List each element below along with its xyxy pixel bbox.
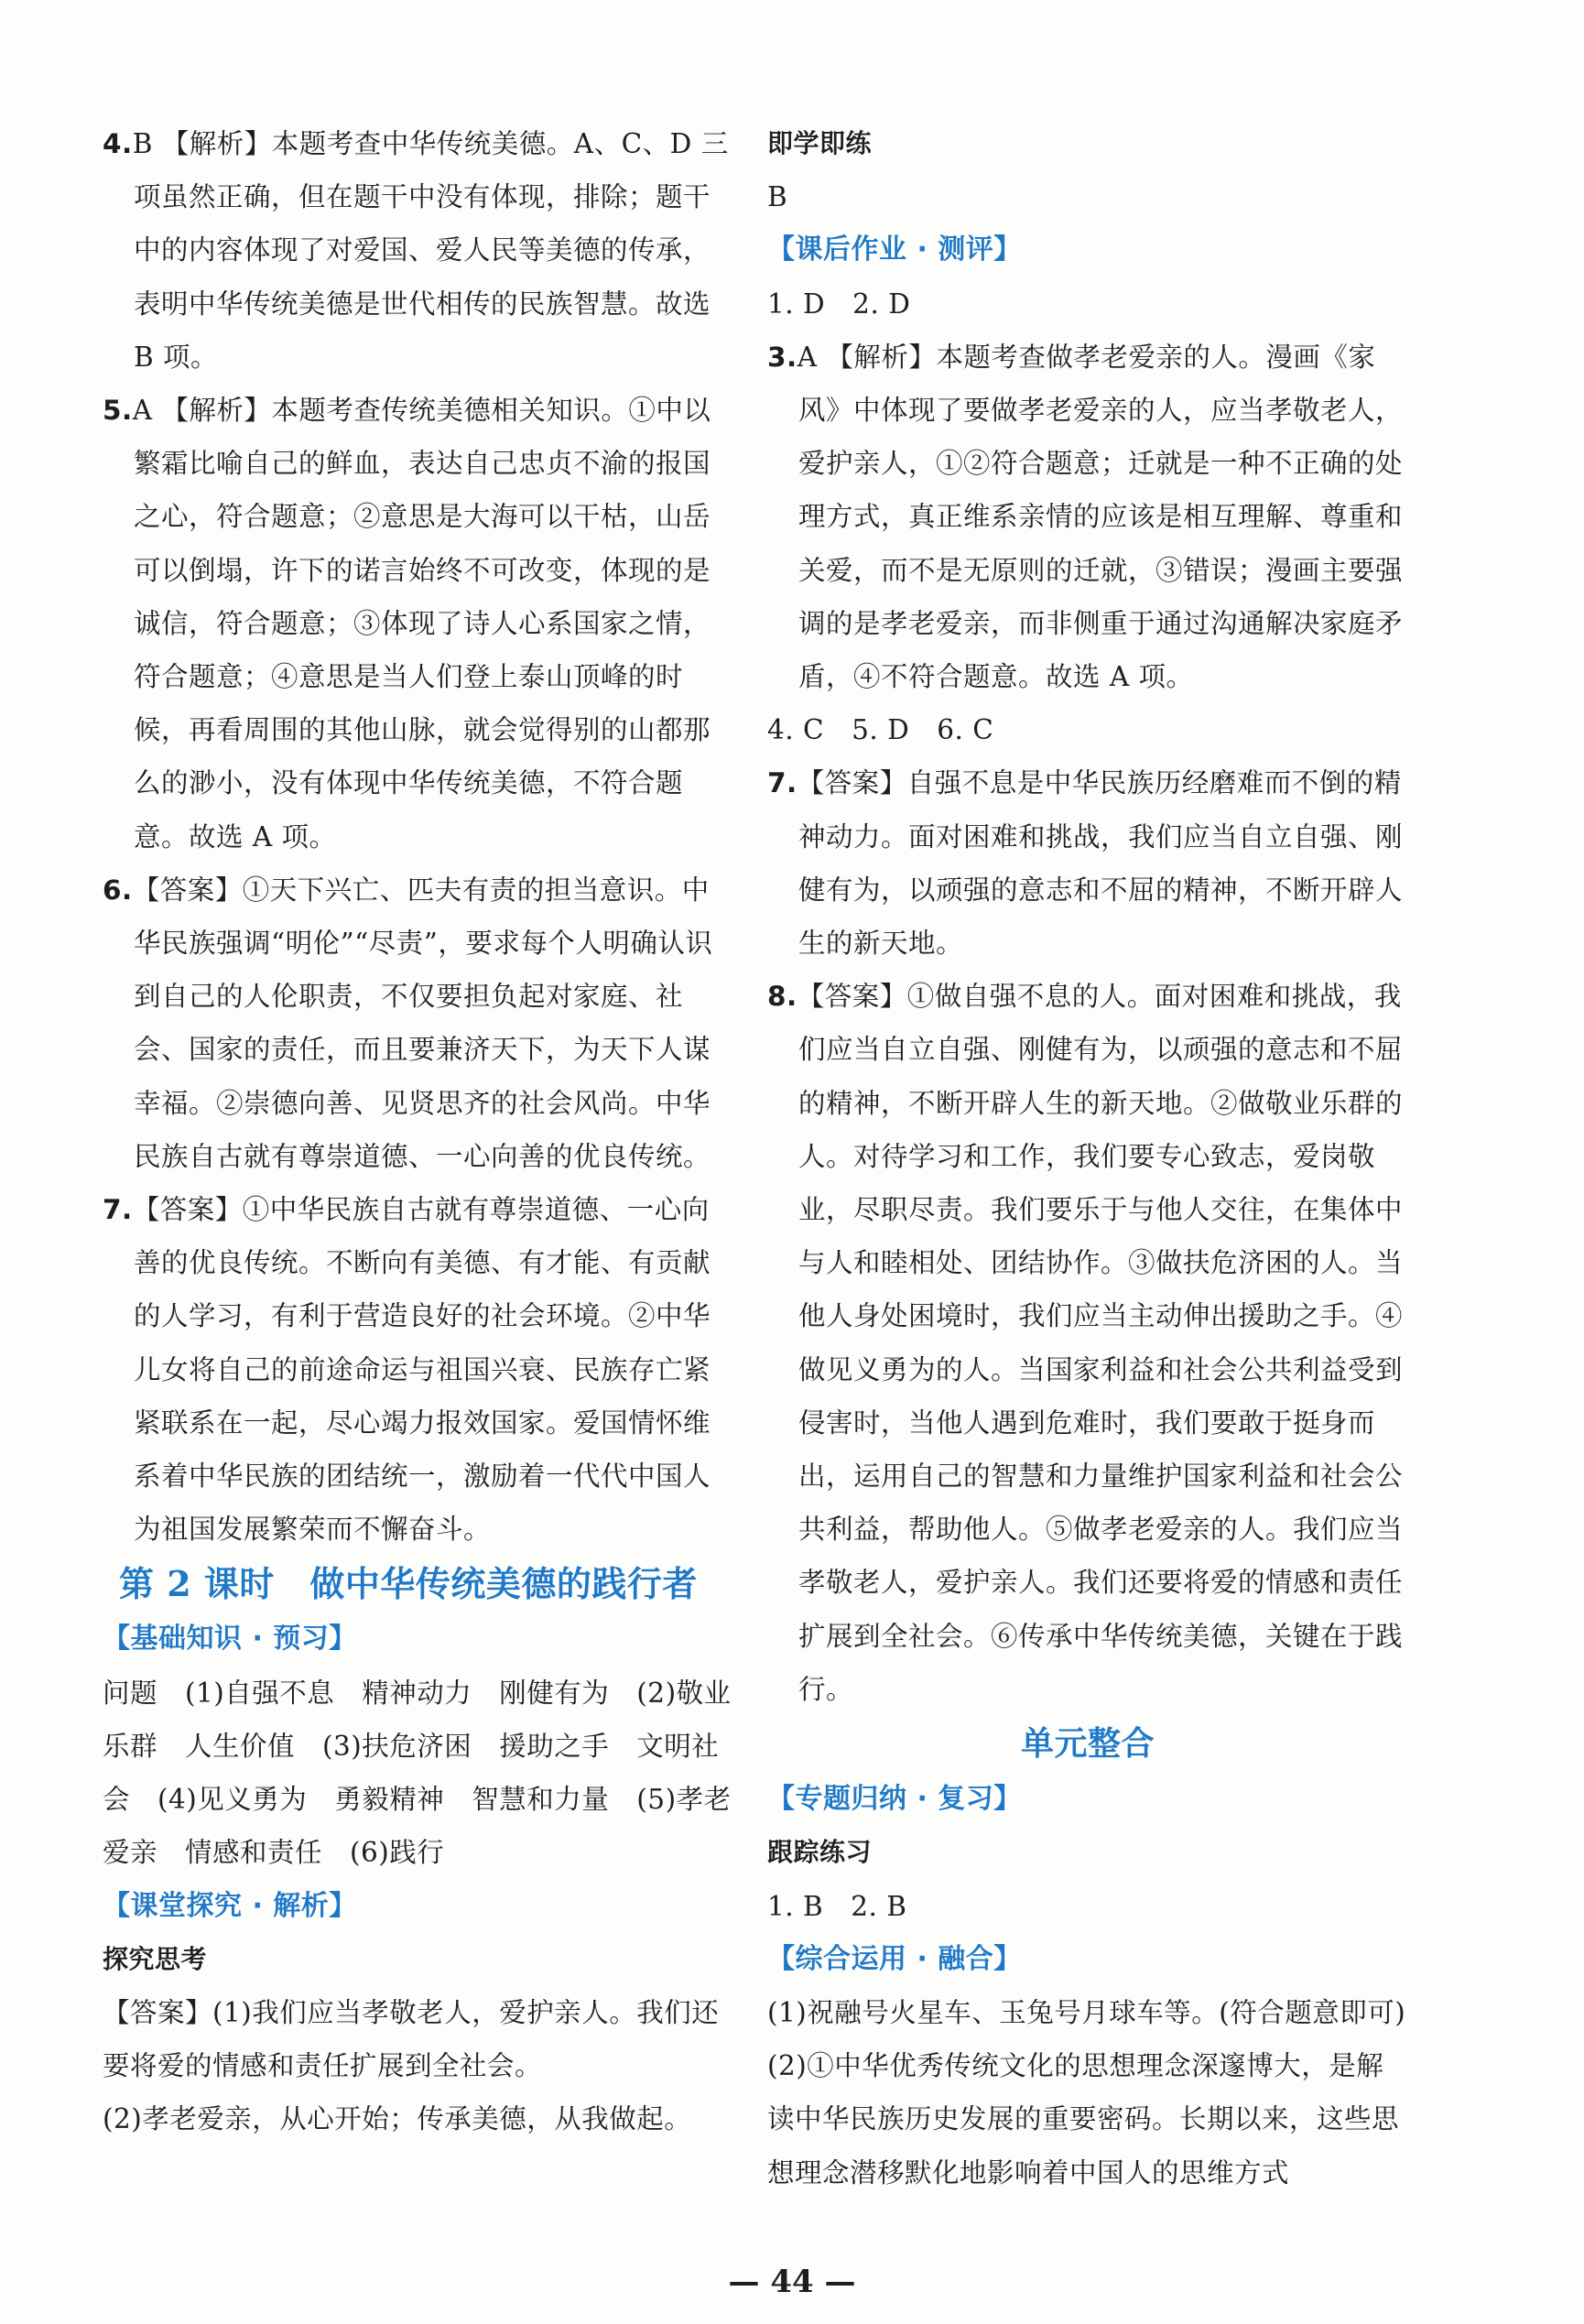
- question-number: 6.: [103, 874, 133, 906]
- answers-4-6: 4. C 5. D 6. C: [767, 714, 994, 746]
- question-3: [767, 331, 1408, 703]
- section-heading-classroom-inquiry: 【课堂探究 · 解析】: [103, 1889, 357, 1922]
- question-text: B 【解析】本题考查中华传统美德。A、C、D 三项虽然正确，但在题干中没有体现，排除；题干中的内容体现了对爱国、爱人民等美德的传承，表明中华传统美德是世代相传的民族智慧。故选 B 项。: [132, 128, 729, 373]
- question-8: [767, 970, 1408, 1716]
- question-number: 7.: [103, 1194, 133, 1226]
- question-text: A 【解析】本题考查做孝老爱亲的人。漫画《家风》中体现了要做孝老爱亲的人，应当孝敬老人，爱护亲人，①②符合题意；迁就是一种不正确的处理方式，真正维系亲情的应该是相互理解、尊重和关爱，而不是无原则的迁就，③错误；漫画主要强调的是孝老爱亲，而非侧重于通过沟通解决家庭矛盾，④不符合题意。故选 A 项。: [797, 341, 1404, 693]
- question-number: 7.: [767, 767, 797, 799]
- question-number: 3.: [767, 341, 797, 373]
- question-number: 8.: [767, 981, 797, 1013]
- section-heading-homework: 【课后作业 · 测评】: [767, 233, 1022, 266]
- subheading-inquiry-thinking: 探究思考: [103, 1943, 208, 1974]
- section-heading-topic-review: 【专题归纳 · 复习】: [767, 1783, 1022, 1816]
- section-heading-basic-knowledge: 【基础知识 · 预习】: [103, 1623, 357, 1656]
- question-7: [767, 756, 1408, 970]
- question-4: [103, 117, 736, 384]
- question-6: [103, 863, 736, 1183]
- question-number: 5.: [103, 395, 133, 427]
- unit-title: 单元整合: [1020, 1725, 1155, 1764]
- answers-1-2: 1. D 2. D: [767, 288, 911, 320]
- question-text: 【答案】自强不息是中华民族历经磨难而不倒的精神动力。面对困难和挑战，我们应当自立自强、刚健有为，以顽强的意志和不屈的精神，不断开辟人生的新天地。: [797, 767, 1404, 960]
- subheading-tracking-practice: 跟踪练习: [767, 1837, 873, 1868]
- right-column: [767, 117, 1408, 2199]
- integrated-answer-2: (2)①中华优秀传统文化的思想理念深邃博大，是解读中华民族历史发展的重要密码。长期以来，这些思想理念潜移默化地影响着中国人的思维方式: [767, 2050, 1400, 2188]
- question-number: 4.: [103, 128, 133, 159]
- tracking-answers: 1. B 2. B: [767, 1890, 907, 1922]
- lesson-title: 第 2 课时 做中华传统美德的践行者: [119, 1563, 698, 1605]
- question-text: 【答案】①做自强不息的人。面对困难和挑战，我们应当自立自强、刚健有为，以顽强的意志和不屈的精神，不断开辟人生的新天地。②做敬业乐群的人。对待学习和工作，我们要专心致志，爱岗敬业，尽职尽责。我们要乐于与他人交往，在集体中与人和睦相处、团结协作。③做扶危济困的人。当他人身处困境时，我们应当主动伸出援助之手。④做见义勇为的人。当国家利益和社会公共利益受到侵害时，当他人遇到危难时，我们要敢于挺身而出，运用自己的智慧和力量维护国家利益和社会公共利益，帮助他人。⑤做孝老爱亲的人。我们应当孝敬老人，爱护亲人。我们还要将爱的情感和责任扩展到全社会。⑥传承中华传统美德，关键在于践行。: [797, 981, 1404, 1705]
- question-text: A 【解析】本题考查传统美德相关知识。①中以繁霜比喻自己的鲜血，表达自己忠贞不渝的报国之心，符合题意；②意思是大海可以干枯，山岳可以倒塌，许下的诺言始终不可改变，体现的是诚信，符合题意；③体现了诗人心系国家之情，符合题意；④意思是当人们登上泰山顶峰的时候，再看周围的其他山脉，就会觉得别的山都那么的渺小，没有体现中华传统美德，不符合题意。故选 A 项。: [132, 395, 711, 852]
- inquiry-answer-1: 【答案】(1)我们应当孝敬老人，爱护亲人。我们还要将爱的情感和责任扩展到全社会。: [103, 1996, 720, 2082]
- question-7: [103, 1183, 736, 1556]
- page-number: — 44 —: [728, 2264, 856, 2300]
- basic-knowledge-answers: 问题 (1)自强不息 精神动力 刚健有为 (2)敬业乐群 人生价值 (3)扶危济困 援助之手 文明社会 (4)见义勇为 勇毅精神 智慧和力量 (5)孝老爱亲 情感和责任 (6)践行: [103, 1677, 732, 1869]
- left-column: [103, 117, 736, 2146]
- question-text: 【答案】①天下兴亡、匹夫有责的担当意识。中华民族强调“明伦”“尽责”，要求每个人明确认识到自己的人伦职责，不仅要担负起对家庭、社会、国家的责任，而且要兼济天下，为天下人谋幸福。②崇德向善、见贤思齐的社会风尚。中华民族自古就有尊崇道德、一心向善的优良传统。: [132, 874, 713, 1172]
- integrated-answer-1: (1)祝融号火星车、玉兔号月球车等。(符合题意即可): [767, 1996, 1406, 2028]
- question-5: [103, 384, 736, 863]
- inquiry-answer-2: (2)孝老爱亲，从心开始；传承美德，从我做起。: [103, 2103, 692, 2135]
- section-heading-integrated-use: 【综合运用 · 融合】: [767, 1942, 1022, 1975]
- practice-answer: B: [767, 181, 788, 213]
- question-text: 【答案】①中华民族自古就有尊崇道德、一心向善的优良传统。不断向有美德、有才能、有贡献的人学习，有利于营造良好的社会环境。②中华儿女将自己的前途命运与祖国兴衰、民族存亡紧紧联系在一起，尽心竭力报效国家。爱国情怀维系着中华民族的团结统一，激励着一代代中国人为祖国发展繁荣而不懈奋斗。: [132, 1194, 711, 1546]
- subheading-practice: 即学即练: [767, 128, 873, 158]
